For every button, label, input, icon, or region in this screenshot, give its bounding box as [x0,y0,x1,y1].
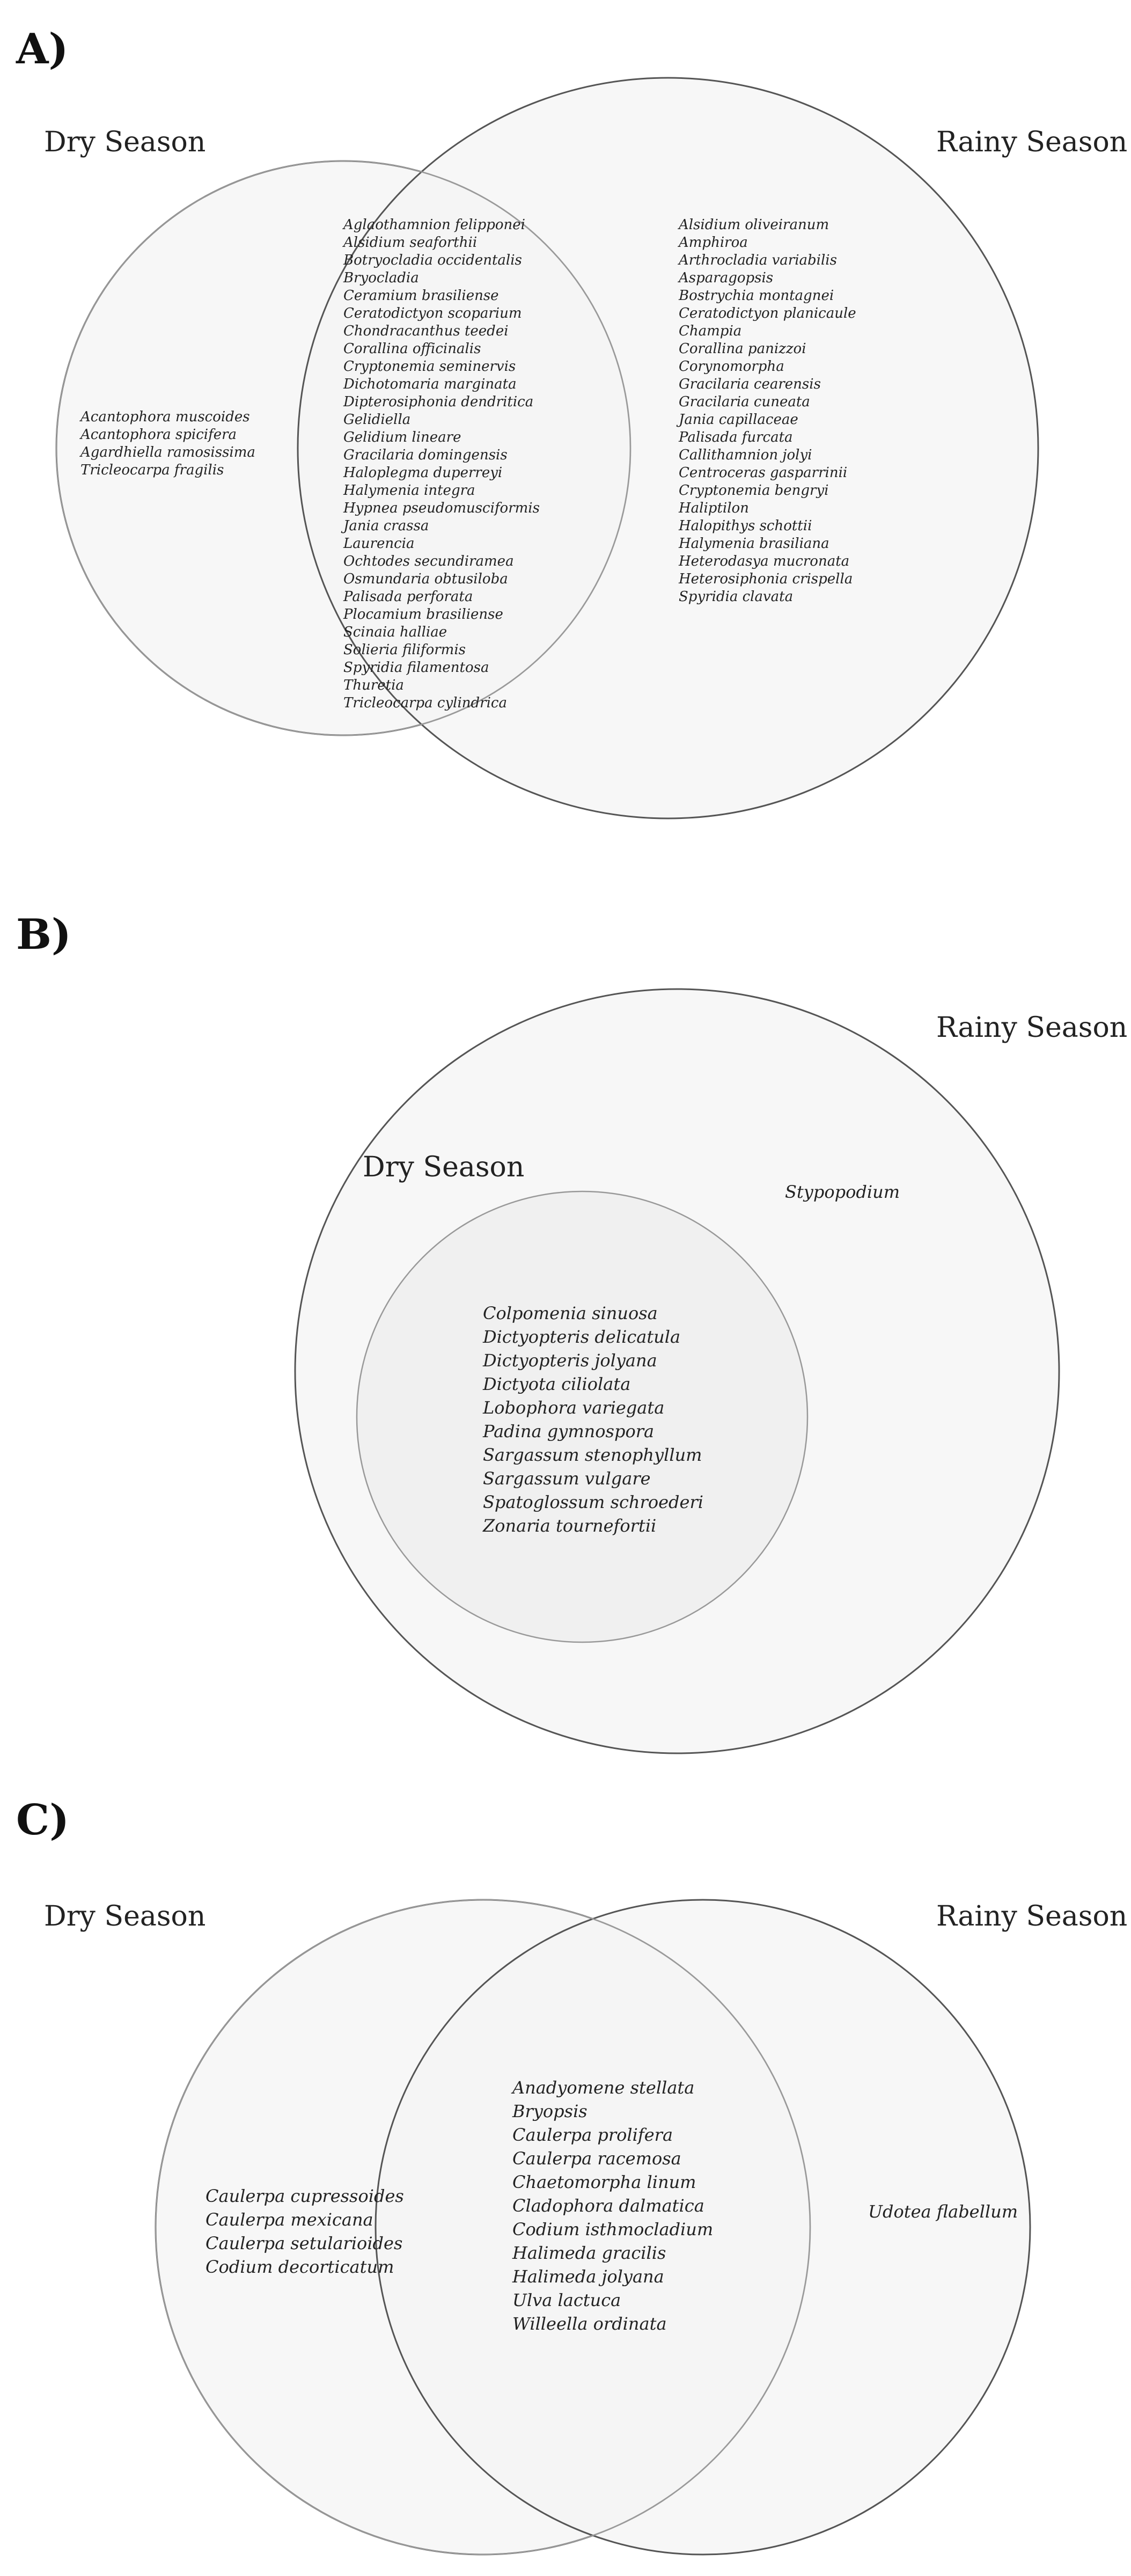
species-label: Colpomenia sinuosa [483,1303,658,1323]
dry-season-title: Dry Season [363,1151,525,1183]
species-label: Palisada perforata [343,589,473,605]
species-label: Ceramium brasiliense [343,288,499,304]
species-label: Hypnea pseudomusciformis [343,500,540,516]
species-label: Codium isthmocladium [512,2219,714,2240]
species-label: Amphiroa [679,235,748,251]
species-label: Sargassum stenophyllum [483,1445,702,1465]
species-label: Corynomorpha [679,358,784,375]
species-label: Dictyota ciliolata [483,1374,631,1394]
species-label: Bryocladia [343,270,419,286]
species-label: Botryocladia occidentalis [343,252,522,268]
species-label: Willeella ordinata [512,2314,667,2334]
species-label: Spyridia clavata [679,589,794,605]
species-label: Dictyopteris delicatula [483,1327,681,1347]
species-label: Corallina panizzoi [679,341,806,357]
species-label: Halymenia brasiliana [679,536,829,552]
species-label: Caulerpa cupressoides [205,2186,404,2206]
rainy-season-title: Rainy Season [936,1012,1128,1044]
species-label: Jania crassa [343,518,429,534]
species-label: Codium decorticatum [205,2257,394,2277]
species-label: Cryptonemia seminervis [343,358,516,375]
panel-a [16,25,1127,818]
species-label: Gelidium lineare [343,429,461,445]
species-label: Acantophora muscoides [80,409,250,425]
species-label: Centroceras gasparrinii [679,465,848,481]
species-label: Heterosiphonia crispella [679,571,853,587]
species-label: Heterodasya mucronata [679,553,850,569]
species-label: Halimeda jolyana [512,2266,664,2287]
species-label: Zonaria tournefortii [483,1516,657,1536]
species-label: Gracilaria cearensis [679,376,821,392]
panel-b [16,910,1127,1753]
species-label: Acantophora spicifera [80,427,237,443]
rainy-season-title: Rainy Season [936,1900,1128,1933]
species-label: Gelidiella [343,412,411,428]
species-label: Asparagopsis [679,270,774,286]
species-label: Haliptilon [679,500,749,516]
species-label: Caulerpa prolifera [512,2125,673,2145]
species-label: Halymenia integra [343,482,475,499]
species-label: Dipterosiphonia dendritica [343,394,534,410]
species-label: Ochtodes secundiramea [343,553,514,569]
species-label: Spatoglossum schroederi [483,1492,703,1512]
species-label: Chaetomorpha linum [512,2172,696,2192]
species-label: Dictyopteris jolyana [483,1350,657,1371]
species-label: Tricleocarpa cylindrica [343,695,507,711]
species-label: Cladophora dalmatica [512,2196,704,2216]
species-label: Ceratodictyon scoparium [343,305,522,321]
species-label: Corallina officinalis [343,341,481,357]
species-label: Jania capillaceae [679,412,798,428]
species-label: Solieria filiformis [343,642,466,658]
species-label: Anadyomene stellata [512,2077,695,2098]
species-label: Champia [679,323,742,339]
rainy-only-species-list [868,2201,1018,2222]
species-label: Gracilaria domingensis [343,447,508,463]
rainy-season-title: Rainy Season [936,126,1128,158]
species-label: Agardhiella ramosissima [80,444,255,460]
species-label: Arthrocladia variabilis [679,252,837,268]
species-label: Aglaothamnion felipponei [343,217,525,233]
species-label: Alsidium seaforthii [343,235,478,251]
dry-season-title: Dry Season [44,1900,206,1933]
species-label: Bryopsis [512,2101,587,2121]
species-label: Haloplegma duperreyi [343,465,503,481]
species-label: Plocamium brasiliense [343,606,503,623]
species-label: Tricleocarpa fragilis [80,462,224,478]
panel-label: C) [16,1796,69,1845]
species-label: Padina gymnospora [483,1421,655,1441]
species-label: Bostrychia montagnei [679,288,834,304]
species-label: Thuretia [343,677,404,693]
species-label: Halopithys schottii [679,518,812,534]
species-label: Scinaia halliae [343,624,447,640]
species-label: Chondracanthus teedei [343,323,509,339]
species-label: Gracilaria cuneata [679,394,810,410]
species-label: Lobophora variegata [483,1397,665,1418]
species-label: Sargassum vulgare [483,1468,651,1489]
species-label: Stypopodium [785,1182,900,1202]
species-label: Callithamnion jolyi [679,447,812,463]
species-label: Caulerpa racemosa [512,2148,681,2169]
species-label: Laurencia [343,536,415,552]
panel-c [16,1796,1127,2555]
species-label: Palisada furcata [679,429,793,445]
panel-label: A) [16,25,69,74]
species-label: Alsidium oliveiranum [679,217,829,233]
species-label: Udotea flabellum [868,2201,1018,2222]
species-label: Cryptonemia bengryi [679,482,829,499]
species-label: Caulerpa mexicana [205,2209,373,2230]
species-label: Osmundaria obtusiloba [343,571,508,587]
dry-season-title: Dry Season [44,126,206,158]
rainy-only-species-list [785,1182,900,1202]
panel-label: B) [16,910,71,959]
species-label: Ceratodictyon planicaule [679,305,856,321]
species-label: Dichotomaria marginata [343,376,517,392]
species-label: Halimeda gracilis [512,2243,666,2263]
species-label: Spyridia filamentosa [343,660,489,676]
species-label: Caulerpa setularioides [205,2233,403,2253]
species-label: Ulva lactuca [512,2290,621,2310]
